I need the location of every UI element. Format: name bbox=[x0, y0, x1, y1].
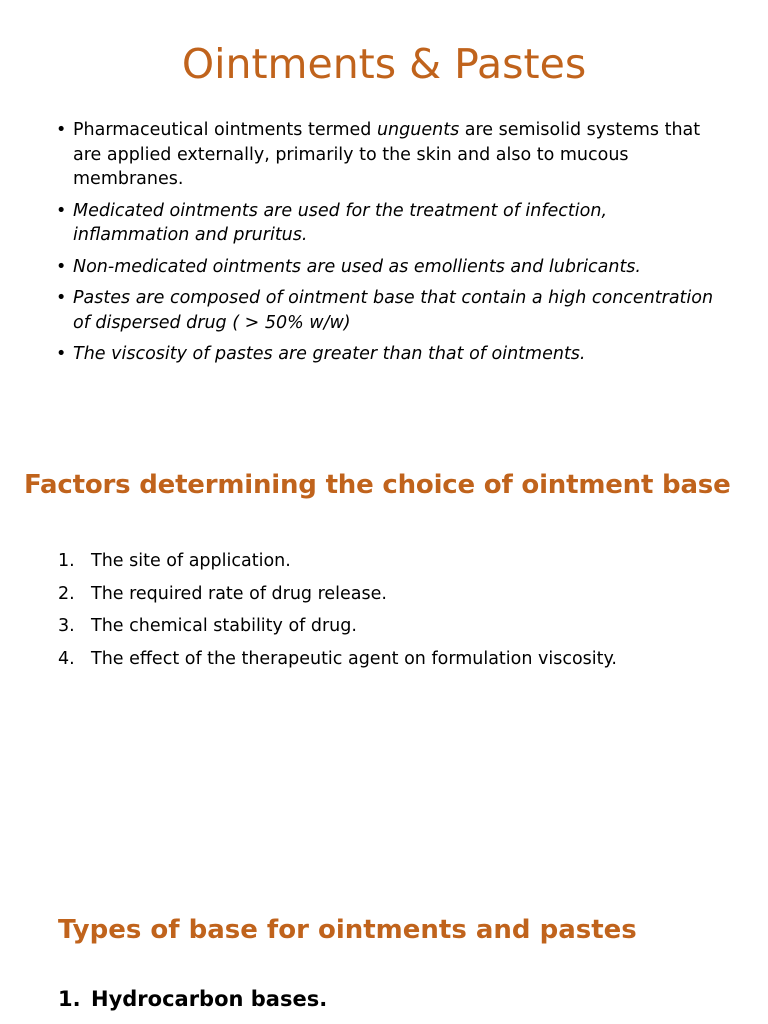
bullet-dot: • bbox=[56, 120, 67, 140]
factor-number: 1. bbox=[58, 551, 75, 571]
bullet-dot: • bbox=[56, 200, 67, 221]
factors-list bbox=[58, 549, 617, 679]
bullet-item-viscosity bbox=[56, 342, 716, 367]
bullet-text: The viscosity of pastes are greater than that of ointments. bbox=[73, 344, 586, 364]
bullet-item-non-medicated bbox=[56, 255, 716, 280]
intro-bullet-list bbox=[56, 118, 716, 374]
subheading-number: 1. bbox=[58, 987, 81, 1011]
bullet-text: Non-medicated ointments are used as emollients and lubricants. bbox=[73, 256, 641, 277]
bullet-text: Pastes are composed of ointment base that contain a high concentration of dispersed drug ( > 50% w/w) bbox=[73, 288, 714, 333]
bullet-dot: • bbox=[56, 256, 67, 277]
bullet-text-pre: Pharmaceutical ointments termed bbox=[73, 120, 377, 140]
types-heading: Types of base for ointments and pastes bbox=[58, 915, 637, 945]
factor-number: 3. bbox=[58, 616, 75, 636]
factor-text: The effect of the therapeutic agent on formulation viscosity. bbox=[91, 648, 617, 669]
bullet-dot: • bbox=[56, 344, 67, 364]
factor-item bbox=[58, 647, 617, 671]
page-title: Ointments & Pastes bbox=[181, 40, 587, 88]
bullet-text-post: are semisolid systems that are applied externally, primarily to the skin and also to mucous membranes. bbox=[73, 120, 701, 189]
bullet-text: Medicated ointments are used for the treatment of infection, inflammation and pruritus. bbox=[73, 200, 608, 245]
factor-item bbox=[58, 582, 617, 606]
factor-item bbox=[58, 549, 617, 573]
hydrocarbon-bases-subheading bbox=[58, 984, 327, 1014]
bullet-dot: • bbox=[56, 288, 67, 308]
bullet-item-pastes bbox=[56, 286, 716, 335]
bullet-text-emphasis: unguents bbox=[376, 120, 460, 140]
bullet-item-medicated bbox=[56, 199, 716, 248]
factors-heading: Factors determining the choice of ointment base bbox=[24, 470, 731, 500]
factor-text: The chemical stability of drug. bbox=[91, 616, 357, 636]
factor-item bbox=[58, 614, 617, 638]
factor-number: 4. bbox=[58, 648, 75, 669]
bullet-item-unguents bbox=[56, 118, 716, 192]
factor-text: The required rate of drug release. bbox=[91, 583, 387, 604]
subheading-text: Hydrocarbon bases. bbox=[91, 987, 328, 1011]
factor-text: The site of application. bbox=[91, 551, 291, 571]
factor-number: 2. bbox=[58, 583, 75, 604]
